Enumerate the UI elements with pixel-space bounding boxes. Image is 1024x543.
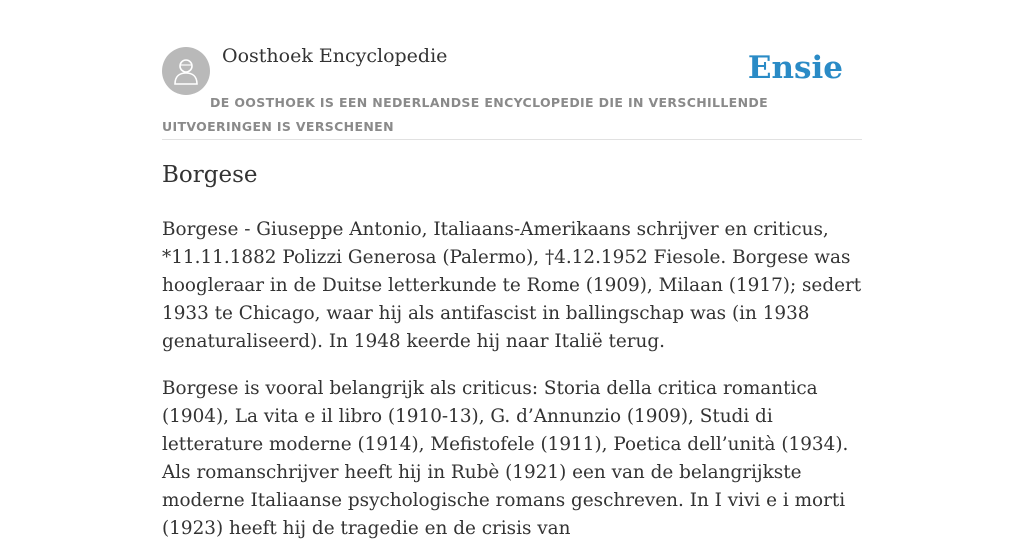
brand-logo[interactable]: Ensie [747,50,843,86]
person-icon [172,56,200,86]
site-title[interactable]: Oosthoek Encyclopedie [222,45,448,67]
article-paragraph: Borgese - Giuseppe Antonio, Italiaans-Amerikaans schrijver en criticus, *11.11.1882 Polizzi Generosa (Palermo), †4.12.1952 Fiesole. Borgese was hoogleraar in de Duitse letterkunde te Rome (1909), Milaan (1917); sedert 1933 te Chicago, waar hij als antifascist in ballingschap was (in 1938 genaturaliseerd). In 1948 keerde hij naar Italië terug. [162,219,862,352]
header [162,0,862,140]
site-description: DE OOSTHOEK IS EEN NEDERLANDSE ENCYCLOPEDIE DIE IN VERSCHILLENDE UITVOERINGEN IS VERSCHENEN [162,95,768,134]
page-container [162,0,862,539]
article-title: Borgese [162,162,258,188]
article-paragraph: Borgese is vooral belangrijk als criticus: Storia della critica romantica (1904), La vita e il libro (1910-13), G. d’Annunzio (1909), Studi di letterature moderne (1914), Mefistofele (1911), Poetica dell’unità (1934). Als romanschrijver heeft hij in Rubè (1921) een van de belangrijkste moderne Italiaanse psychologische romans geschreven. In I vivi e i morti (1923) heeft hij de tragedie en de crisis van [162,378,849,539]
user-avatar-icon[interactable] [162,47,210,95]
